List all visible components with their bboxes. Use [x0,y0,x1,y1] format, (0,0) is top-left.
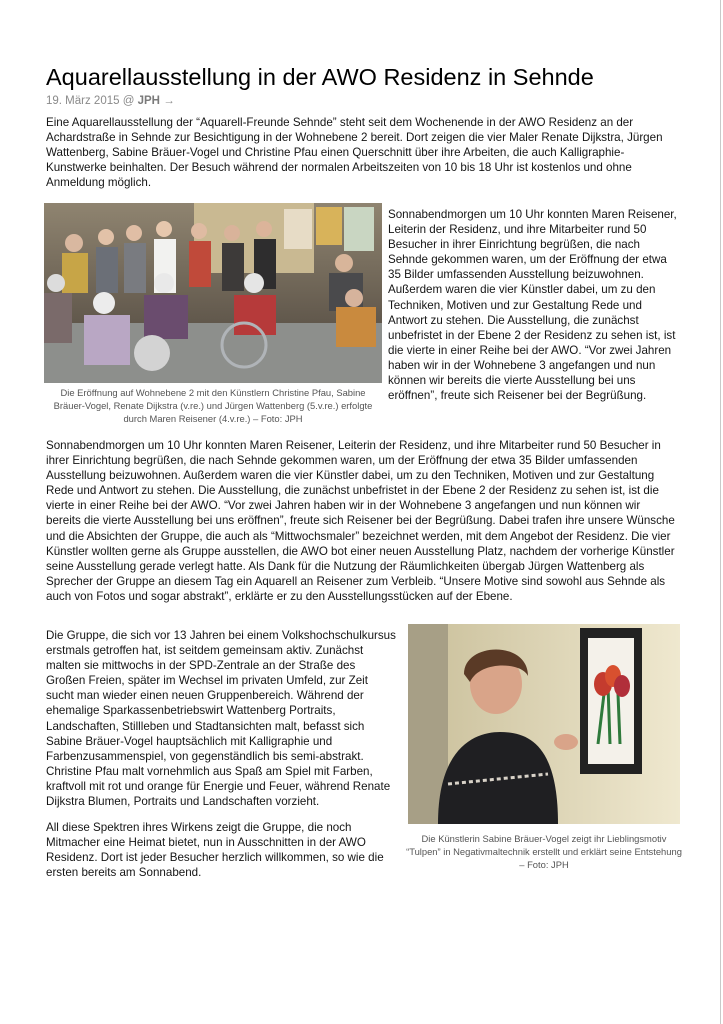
opening-photo [44,203,382,383]
at-sign: @ [122,95,135,107]
page-edge [720,0,721,1024]
main-paragraph: Sonnabendmorgen um 10 Uhr konnten Maren Reisener, Leiterin der Residenz, und ihre Mitarbeiter rund 50 Besucher in ihrer Einrichtung begrüßen, die nach Sehnde gekommen waren, um der Eröffnung der etwa 35 Bilder umfassenden Ausstellung beizuwohnen. Außerdem waren die vier Künstler dabei, um zu den Techniken, Motiven und zur Gestaltung Rede und Antwort zu stehen. Die Ausstellung, die zunächst unbefristet in der Ebene 2 der Residenz zu sehen ist, ist die vierte in einer Reihe bei der AWO. “Vor zwei Jahren haben wir in der Wohnebene 3 angefangen und nun können wir bereits die vierte Ausstellung bei uns eröffnen”, freute sich Reisener bei der Begrüßung. Dabei trafen ihre unsere Wünsche und die Absichten der Gruppe, die auch als “Mittwochsmaler” bezeichnet werden, mit dem Angebot der Residenz. Die vier Künstler wollten gerne als Gruppe ausstellen, die AWO bot einer neuen Ausstellung Platz, nachdem der vorherige Künstler seine Ausstellung gerade verlegt hatte. Als Dank für die Nutzung der Räumlichkeiten übergab Jürgen Wattenberg als Sprecher der Gruppe an diesem Tag ein Aquarell an Reisener zum Verbleib. “Unsere Motive sind sowohl aus Sehnde als auch von Fotos und sogar abstrakt”, erklärte er zu den Ausstellungsstücken auf der Ebene. [46,439,675,603]
intro-paragraph: Eine Aquarellausstellung der “Aquarell-Freunde Sehnde” steht seit dem Wochenende in der AWO Residenz an der Achardstraße in Sehnde zur Besichtigung in der Wohnebene 2 bereit. Dort zeigen die vier Maler Renate Dijkstra, Jürgen Wattenberg, Sabine Bräuer-Vogel und Christine Pfau einen Querschnitt über ihre Arbeiten, die auch Kalligraphie-Kunstwerke beinhalten. Der Besuch während der normalen Arbeitszeiten von 10 bis 18 Uhr ist kostenlos und ohne Anmeldung möglich. [46,116,663,190]
photo-caption-artist: Die Künstlerin Sabine Bräuer-Vogel zeigt ihr Lieblingsmotiv “Tulpen” in Negativmaltechnik erstellt und erklärt seine Entstehung – Foto: JPH [406,833,682,870]
article-meta [46,95,175,107]
photo-caption-opening: Die Eröffnung auf Wohnebene 2 mit den Künstlern Christine Pfau, Sabine Bräuer-Vogel, Renate Dijkstra (v.re.) und Jürgen Wattenberg (5.v.re.) erfolgte durch Maren Reisener (4.v.re.) – Foto: JPH [53,387,373,424]
arrow-icon[interactable]: → [163,95,175,107]
article-date: 19. März 2015 [46,95,120,107]
closing-paragraph: All diese Spektren ihres Wirkens zeigt die Gruppe, die noch Mitmacher eine Heimat bietet, nun in Ausschnitten in der AWO Residenz. Dort ist jeder Besucher herzlich willkommen, so wie die ersten bereits am Sonnabend. [46,821,384,880]
article-title: Aquarellausstellung in der AWO Residenz in Sehnde [46,63,594,90]
right-column-paragraph: Sonnabendmorgen um 10 Uhr konnten Maren Reisener, Leiterin der Residenz, und ihre Mitarbeiter rund 50 Besucher in ihrer Einrichtung begrüßen, die nach Sehnde gekommen waren, um der Eröffnung der etwa 35 Bilder umfassenden Ausstellung beizuwohnen. Außerdem waren die vier Künstler dabei, um zu den Techniken, Motiven und zur Gestaltung Rede und Antwort zu stehen. Die Ausstellung, die zunächst unbefristet in der Ebene 2 der Residenz zu sehen ist, ist die vierte in einer Reihe bei der AWO. “Vor zwei Jahren haben wir in der Wohnebene 3 angefangen und nun können wir bereits die vierte Ausstellung bei uns eröffnen”, freute sich Reisener bei der Begrüßung. [388,208,677,403]
artist-photo [408,624,680,824]
author-link[interactable]: JPH [137,95,160,107]
group-paragraph: Die Gruppe, die sich vor 13 Jahren bei einem Volkshochschulkursus erstmals getroffen hat, ist seitdem gemeinsam aktiv. Zunächst malten sie mittwochs in der SPD-Zentrale an der Straße des Großen Freien, später im Wechsel im privaten Umfeld, zur Zeit sucht man wieder einen neuen Gruppenbereich. Während der ehemalige Sparkassenbetriebswirt Wattenberg Portraits, Landschaften, Stillleben und Stadtansichten malt, befasst sich Sabine Bräuer-Vogel hauptsächlich mit Kalligraphie und Farbenzusammenspiel, von gegenständlich bis semi-abstrakt. Christine Pfau malt vornehmlich aus Spaß am Spiel mit Farben, kraftvoll mit rot und orange für Energie und Feuer, während Renate Dijkstra Blumen, Portraits und Landschaften vorzieht. [46,629,396,809]
